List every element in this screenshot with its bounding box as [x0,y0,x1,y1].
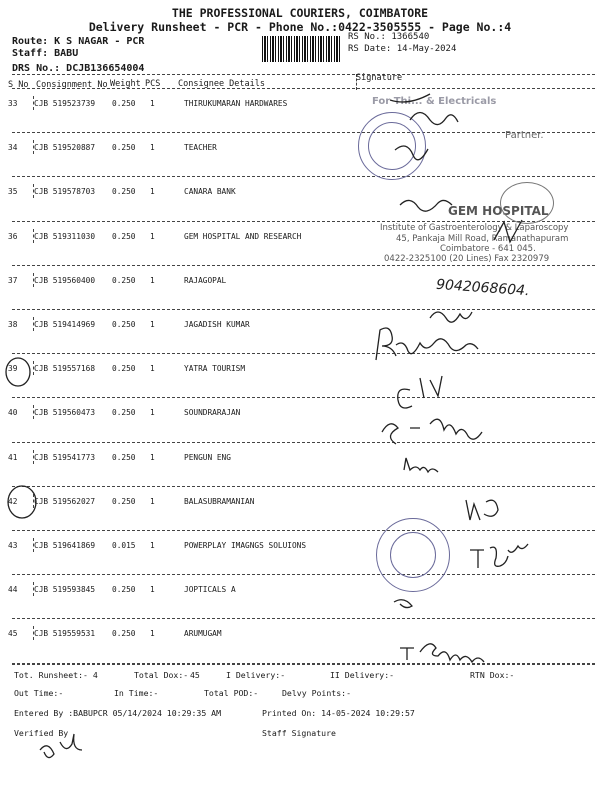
row-pcs: 1 [150,143,155,153]
gem-stamp-line3: Coimbatore - 641 045. [440,244,536,254]
row-weight: 0.250 [112,452,136,462]
row-consignment-no: CJB 519523739 [34,99,96,108]
row-sno: 43 [8,541,18,550]
row-sno: 45 [8,629,18,639]
row-pcs: 1 [150,275,155,285]
row-consignee: YATRA TOURISM [184,364,246,374]
row-pcs: 1 [150,585,155,595]
row-consignment-no: CJB 519559531 [34,629,96,639]
row-consignment-no: CJB 519414969 [34,320,96,329]
row-pcs: 1 [150,408,155,418]
row-sno: 35 [8,187,18,197]
in-time: In Time:- [114,688,159,698]
row-sno: 36 [8,231,18,241]
row-weight: 0.250 [112,275,136,285]
printed-on: Printed On: 14-05-2024 10:29:57 [262,708,415,718]
row-consignee: RAJAGOPAL [184,275,227,285]
staff-label: Staff: BABU [12,48,79,59]
gem-stamp-line2: 45, Pankaja Mill Road, Ramanathapuram [396,234,569,244]
gem-stamp-name: GEM HOSPITAL [448,204,549,218]
drs-number: DRS No.: DCJB136654004 [12,63,145,74]
ii-delivery: II Delivery:- [330,670,395,680]
row-consignee: JAGADISH KUMAR [184,320,250,329]
gem-stamp-line1: Institute of Gastroenterology & Laparoscopy [380,223,569,233]
row-sno: 38 [8,320,18,329]
row-consignee: GEM HOSPITAL AND RESEARCH [184,231,302,241]
staff-signature: Staff Signature [262,728,336,738]
row-consignment-no: CJB 519562027 [34,496,96,506]
col-pcs: PCS [145,79,161,89]
total-dox-label: Total Dox:- [134,670,189,680]
route-label: Route: K S NAGAR - PCR [12,36,145,47]
row-consignment-no: CJB 519560400 [34,275,96,285]
row-weight: 0.250 [112,99,136,108]
row-pcs: 1 [150,452,155,462]
row-pcs: 1 [150,320,155,329]
row-weight: 0.250 [112,629,136,639]
rs-number: RS No.: 1366540 [348,32,430,42]
row-weight: 0.250 [112,143,136,153]
row33-partner-text: Partner. [505,130,544,141]
row-weight: 0.250 [112,187,136,197]
row-consignment-no: CJB 519557168 [34,364,96,374]
row37-phone-note: 9042068604. [435,276,530,300]
row-sno: 37 [8,275,18,285]
entered-by: Entered By :BABUPCR 05/14/2024 10:29:35 AM [14,708,222,718]
row-weight: 0.250 [112,585,136,595]
row-pcs: 1 [150,187,155,197]
row-consignee: BALASUBRAMANIAN [184,496,255,506]
row-sno: 44 [8,585,18,595]
runsheet-title: Delivery Runsheet - PCR - Phone No.:0422-3505555 - Page No.:4 [88,20,512,34]
rtn-dox: RTN Dox:- [470,670,515,680]
row-sno: 33 [8,99,18,108]
col-consignment: Consignment No [36,80,108,90]
row-consignment-no: CJB 519560473 [34,408,96,418]
verified-by: Verified By [14,728,69,738]
total-pod: Total POD:- [204,688,259,698]
row-consignment-no: CJB 519520887 [34,143,96,153]
delvy-points: Delvy Points:- [282,688,352,698]
row-consignment-no: CJB 519311030 [34,231,96,241]
row-pcs: 1 [150,496,155,506]
row-consignee: POWERPLAY IMAGNGS SOLUIONS [184,541,307,550]
row-sno: 40 [8,408,18,418]
row-weight: 0.015 [112,541,136,550]
row-pcs: 1 [150,231,155,241]
out-time: Out Time:- [14,688,64,698]
gem-stamp-line4: 0422-2325100 (20 Lines) Fax 2320979 [384,254,550,264]
row-consignee: ARUMUGAM [184,629,222,639]
col-sno: S No [8,80,29,90]
col-weight: Weight [110,79,141,89]
row-pcs: 1 [150,629,155,639]
row-consignment-no: CJB 519593845 [34,585,96,595]
row-consignee: PENGUN ENG [184,452,231,462]
row-sno: 34 [8,143,18,153]
row-sno: 39 [8,364,18,374]
row-pcs: 1 [150,99,155,108]
rs-date: RS Date: 14-May-2024 [348,44,457,54]
row-weight: 0.250 [112,231,136,241]
company-title: THE PROFESSIONAL COURIERS, COIMBATORE [171,6,429,20]
row-pcs: 1 [150,364,155,374]
footer-rule [12,664,595,665]
row-consignee: TEACHER [184,143,217,153]
row-consignment-no: CJB 519578703 [34,187,96,197]
row-weight: 0.250 [112,364,136,374]
total-dox-value: 45 [190,670,200,680]
row-weight: 0.250 [112,408,136,418]
col-signature: Signature [356,73,403,83]
row-consignee: SOUNDRARAJAN [184,408,241,418]
col-consignee: Consignee Details [178,79,265,89]
row-consignment-no: CJB 519641869 [34,541,96,550]
tot-runsheet: Tot. Runsheet:- 4 [14,670,98,680]
row-sno: 41 [8,452,18,462]
row-consignee: CANARA BANK [184,187,236,197]
i-delivery: I Delivery:- [226,670,286,680]
row33-stamp-text: For Thi... & Electricals [372,96,497,107]
row-weight: 0.250 [112,496,136,506]
row-consignee: THIRUKUMARAN HARDWARES [184,99,288,108]
row-weight: 0.250 [112,320,136,329]
row-consignment-no: CJB 519541773 [34,452,96,462]
row-consignee: JOPTICALS A [184,585,236,595]
row-pcs: 1 [150,541,155,550]
row-sno: 42 [8,496,18,506]
